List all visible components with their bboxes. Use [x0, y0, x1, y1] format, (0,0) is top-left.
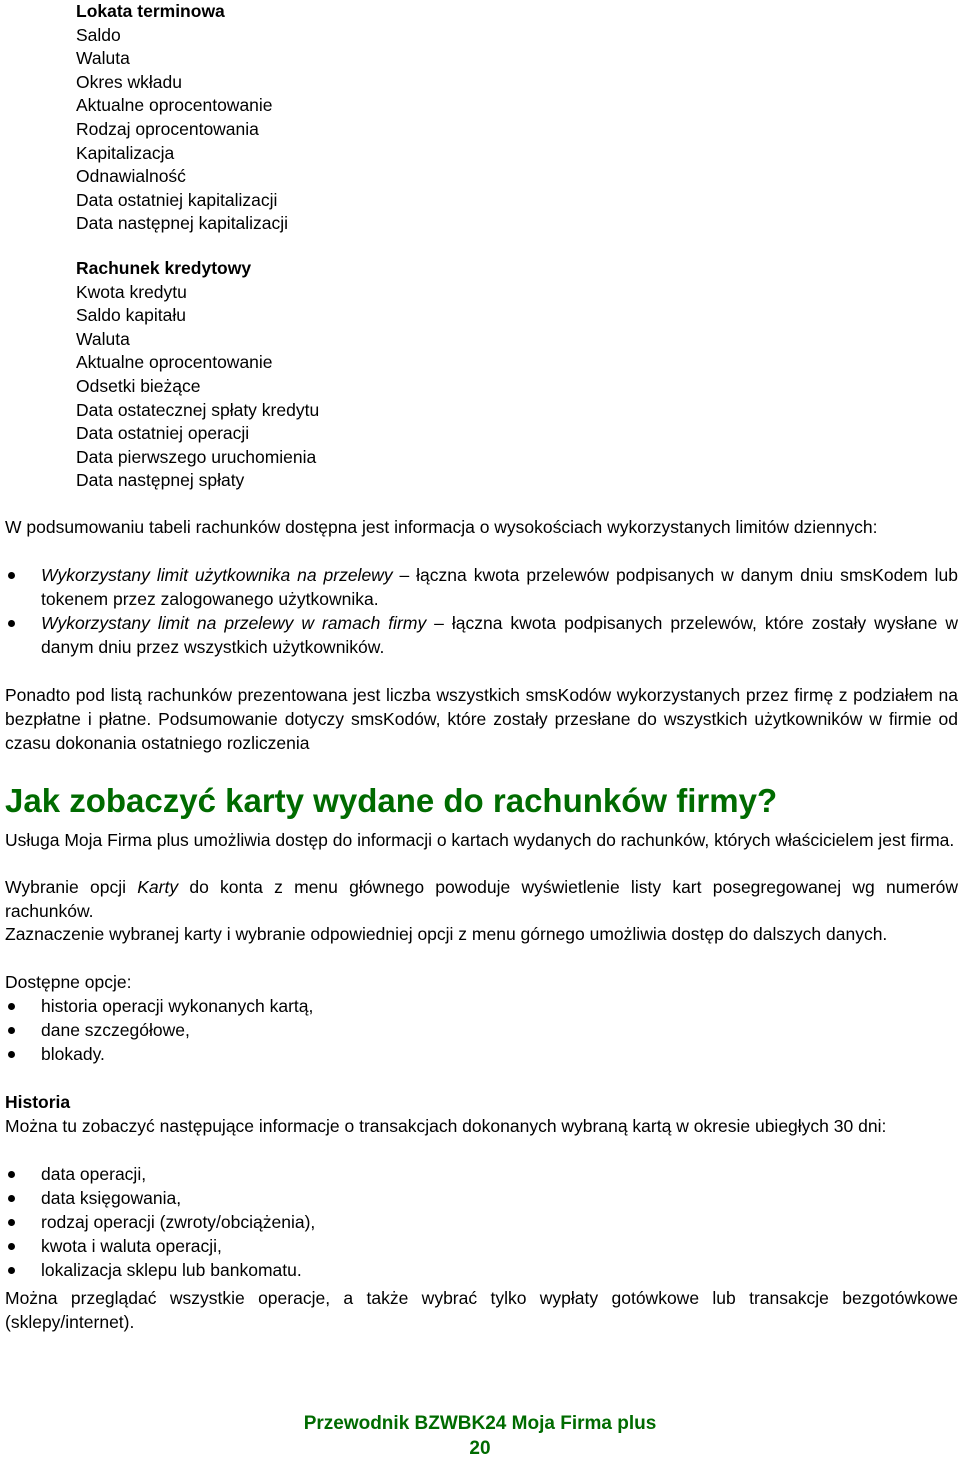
bullet-icon [8, 620, 15, 627]
karty-option-name: Karty [137, 877, 179, 897]
footer-title: Przewodnik BZWBK24 Moja Firma plus [303, 1413, 657, 1434]
bullet-icon [8, 1243, 15, 1250]
kredyt-field: Waluta [76, 328, 130, 349]
bullet-icon [8, 1219, 15, 1226]
text-span: Wybranie opcji [5, 877, 138, 897]
options-list [5, 994, 958, 1066]
limit-term: Wykorzystany limit na przelewy w ramach firmy [41, 613, 427, 633]
karty-paragraph-2 [5, 875, 958, 923]
list-item [5, 1234, 958, 1258]
historia-item: rodzaj operacji (zwroty/obciążenia), [41, 1212, 316, 1232]
historia-item: data księgowania, [41, 1188, 182, 1208]
option-label: dane szczegółowe, [41, 1020, 190, 1040]
summary-intro: W podsumowaniu tabeli rachunków dostępna jest informacja o wysokościach wykorzystanych limitów dziennych: [5, 517, 878, 537]
option-label: blokady. [41, 1044, 105, 1064]
list-item [5, 994, 958, 1018]
bullet-icon [8, 1003, 15, 1010]
lokata-field: Waluta [76, 48, 130, 69]
karty-paragraph-1: Usługa Moja Firma plus umożliwia dostęp do informacji o kartach wydanych do rachunków, których właścicielem jest firma. [5, 830, 955, 850]
lokata-field: Saldo [76, 24, 121, 45]
lokata-field: Kapitalizacja [76, 142, 175, 163]
bullet-icon [8, 1051, 15, 1058]
historia-list [5, 1162, 958, 1282]
list-item [5, 563, 958, 611]
section-heading: Jak zobaczyć karty wydane do rachunków firmy? [5, 782, 778, 819]
kredyt-title: Rachunek kredytowy [76, 258, 252, 278]
historia-outro: Można przeglądać wszystkie operacje, a także wybrać tylko wypłaty gotówkowe lub transakcje bezgotówkowe (sklepy/internet). [5, 1288, 958, 1332]
options-label: Dostępne opcje: [5, 972, 132, 992]
bullet-icon [8, 1027, 15, 1034]
kredyt-field: Kwota kredytu [76, 281, 187, 302]
limits-list [5, 563, 958, 659]
historia-intro: Można tu zobaczyć następujące informacje o transakcjach dokonanych wybraną kartą w okresie ubiegłych 30 dni: [5, 1116, 887, 1136]
limit-description: – łączna kwota podpisanych przelewów, które zostały wysłane w danym dniu przez wszystkich użytkowników. [41, 613, 958, 657]
lokata-field: Rodzaj oprocentowania [76, 118, 259, 139]
kredyt-field: Data pierwszego uruchomienia [76, 446, 317, 467]
kredyt-field: Data następnej spłaty [76, 470, 245, 491]
list-item [5, 1210, 958, 1234]
lokata-field: Odnawialność [76, 166, 186, 187]
limit-description: – łączna kwota przelewów podpisanych w danym dniu smsKodem lub tokenem przez zalogowanego użytkownika. [41, 565, 958, 609]
list-item [5, 1258, 958, 1282]
option-label: historia operacji wykonanych kartą, [41, 996, 314, 1016]
list-item [5, 1186, 958, 1210]
list-item [5, 611, 958, 659]
kredyt-field-list [76, 257, 319, 493]
kredyt-field: Data ostatniej operacji [76, 423, 250, 444]
lokata-field-list [76, 0, 288, 236]
list-item [5, 1162, 958, 1186]
list-item [5, 1018, 958, 1042]
list-item [5, 1042, 958, 1066]
lokata-field: Data ostatniej kapitalizacji [76, 189, 278, 210]
lokata-field: Data następnej kapitalizacji [76, 213, 289, 234]
bullet-icon [8, 1267, 15, 1274]
historia-item: data operacji, [41, 1164, 147, 1184]
kredyt-field: Odsetki bieżące [76, 375, 201, 396]
lokata-field: Okres wkładu [76, 71, 183, 92]
text-span: do konta z menu głównego powoduje wyświetlenie listy kart posegregowanej wg numerów rachunków. [5, 877, 958, 921]
bullet-icon [8, 572, 15, 579]
bullet-icon [8, 1171, 15, 1178]
karty-paragraph-3: Zaznaczenie wybranej karty i wybranie odpowiedniej opcji z menu górnego umożliwia dostęp do dalszych danych. [5, 924, 888, 944]
limit-term: Wykorzystany limit użytkownika na przelewy [41, 565, 393, 585]
kredyt-field: Aktualne oprocentowanie [76, 352, 273, 373]
historia-item: lokalizacja sklepu lub bankomatu. [41, 1260, 302, 1280]
historia-heading: Historia [5, 1092, 71, 1112]
smskody-paragraph: Ponadto pod listą rachunków prezentowana jest liczba wszystkich smsKodów wykorzystanych przez firmę z podziałem na bezpłatne i płatne. Podsumowanie dotyczy smsKodów, które zostały przesłane do wszystkich użytkowników w firmie od czasu dokonania ostatniego rozliczenia [5, 685, 958, 753]
kredyt-field: Saldo kapitału [76, 305, 186, 326]
lokata-title: Lokata terminowa [76, 1, 225, 21]
bullet-icon [8, 1195, 15, 1202]
page-number: 20 [469, 1438, 491, 1459]
lokata-field: Aktualne oprocentowanie [76, 95, 273, 116]
historia-item: kwota i waluta operacji, [41, 1236, 222, 1256]
kredyt-field: Data ostatecznej spłaty kredytu [76, 399, 320, 420]
